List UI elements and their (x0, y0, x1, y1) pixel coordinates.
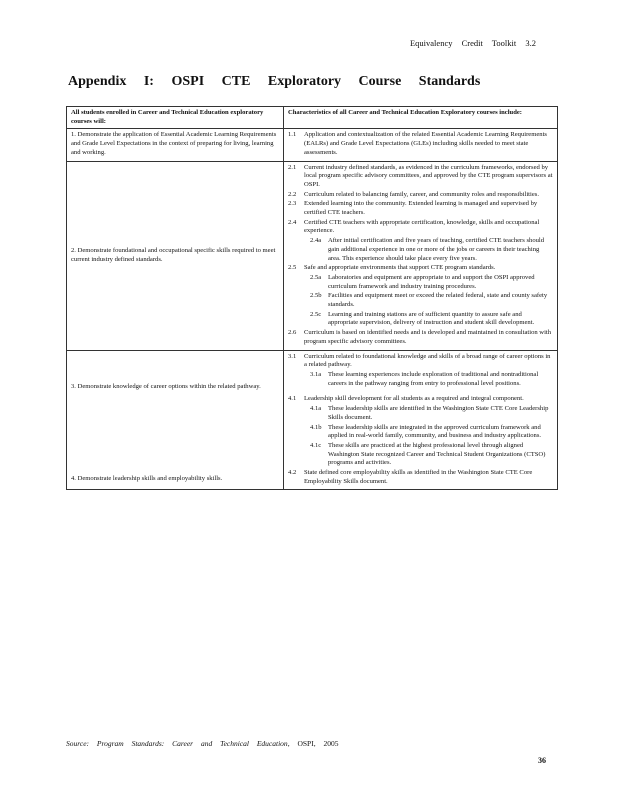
header-student-outcomes: All students enrolled in Career and Technical Education exploratory courses will: (67, 107, 284, 129)
item-number: 2.6 (288, 329, 297, 337)
item-text: Safe and appropriate environments that support CTE program standards. (304, 264, 496, 272)
characteristics-1 (284, 129, 558, 161)
list-item (288, 164, 553, 190)
table-row (67, 161, 558, 350)
sub-item-number: 2.5c (310, 310, 322, 318)
page-number: 36 (538, 756, 546, 765)
sub-item-number: 4.1a (310, 405, 322, 413)
list-item (288, 329, 553, 346)
item-number: 3.1 (288, 352, 297, 360)
sub-item-number: 4.1b (310, 423, 322, 431)
sub-item-text: These skills are practiced at the highest professional level through aligned Washington State recognized Career and Technical Student Organizations (CTSO) programs and activities. (328, 441, 546, 467)
running-header: Equivalency Credit Toolkit 3.2 (409, 38, 536, 48)
list-item (288, 469, 553, 486)
item-text: State defined core employability skills as identified in the Washington State CTE Core Employability Skills document. (304, 469, 533, 485)
sub-item-text: Laboratories and equipment are appropriate to and support the OSPI approved curriculum framework and industry training procedures. (328, 273, 535, 290)
characteristics-3-4 (284, 350, 558, 490)
item-text: Curriculum related to foundational knowledge and skills of a broad range of career options in a related pathway. (304, 352, 551, 369)
sub-item (288, 237, 553, 263)
header-course-characteristics: Characteristics of all Career and Technical Education Exploratory courses include: (284, 107, 558, 129)
item-number: 4.1 (288, 395, 297, 403)
sub-item (288, 311, 553, 328)
source-citation (66, 739, 338, 748)
source-prefix: Source: (66, 739, 90, 748)
page-title: Appendix I: OSPI CTE Exploratory Course Standards (68, 74, 481, 89)
sub-item (288, 424, 553, 441)
item-number: 2.5 (288, 264, 297, 272)
item-text: Curriculum is based on identified needs and is developed and maintained in consultation with program specific advisory committees. (304, 329, 552, 345)
list-item (288, 200, 553, 217)
list-item (288, 264, 553, 273)
list-item (288, 395, 553, 404)
sub-item (288, 442, 553, 468)
sub-item-number: 4.1c (310, 441, 322, 449)
item-number: 4.2 (288, 469, 297, 477)
standards-table (66, 106, 558, 490)
standard-1: 1. Demonstrate the application of Essential Academic Learning Requirements and Grade Level Expectations in the context of preparing for living, learning and working. (67, 129, 284, 161)
sub-item-number: 3.1a (310, 370, 322, 378)
item-number: 2.2 (288, 190, 297, 198)
item-text: Application and contextualization of the related Essential Academic Learning Requirements (EALRs) and Grade Level Expectations (GLEs) including skills needed to meet state assessments. (304, 131, 547, 156)
item-text: Current industry defined standards, as evidenced in the curriculum frameworks, endorsed by local program specific advisory committees, and approved by the CTE program supervisors at OSPI. (304, 163, 553, 188)
item-number: 2.1 (288, 163, 297, 171)
standard-4: 4. Demonstrate leadership skills and employability skills. (71, 475, 223, 483)
sub-item-text: Facilities and equipment meet or exceed the related federal, state and county safety standards. (328, 292, 548, 309)
sub-item (288, 371, 553, 388)
item-text: Curriculum related to balancing family, career, and community roles and responsibilities. (304, 190, 539, 198)
sub-item-number: 2.4a (310, 237, 322, 245)
table-header-row (67, 107, 558, 129)
item-text: Certified CTE teachers with appropriate certification, knowledge, skills and occupational experience. (304, 218, 540, 235)
characteristics-2 (284, 161, 558, 350)
list-item (288, 131, 553, 157)
source-suffix: , OSPI, 2005 (287, 739, 339, 748)
sub-item-text: Learning and training stations are of sufficient quantity to assure safe and appropriate supervision, delivery of instruction and student skill development. (328, 310, 535, 327)
item-number: 2.3 (288, 200, 297, 208)
sub-item-text: These leadership skills are integrated in the approved curriculum framework and applied in real-world family, community, and business and industry applications. (328, 423, 542, 440)
item-text: Leadership skill development for all students as a required and integral component. (304, 395, 524, 403)
standard-2: 2. Demonstrate foundational and occupational specific skills required to meet current industry defined standards. (67, 161, 284, 350)
list-item (288, 191, 553, 200)
sub-item-text: These leadership skills are identified in the Washington State CTE Core Leadership Skills document. (328, 405, 549, 421)
sub-item-text: These learning experiences include exploration of traditional and nontraditional careers in the pathway ranging from entry to professional level positions. (328, 370, 539, 387)
standards-3-4 (67, 350, 284, 490)
table-row (67, 350, 558, 490)
sub-item (288, 405, 553, 422)
item-number: 1.1 (288, 131, 297, 139)
table-row (67, 129, 558, 161)
item-number: 2.4 (288, 218, 297, 226)
list-item (288, 353, 553, 370)
sub-item-number: 2.5b (310, 292, 322, 300)
sub-item (288, 274, 553, 291)
sub-item-number: 2.5a (310, 273, 322, 281)
source-title: Program Standards: Career and Technical Education (96, 739, 288, 748)
sub-item-text: After initial certification and five years of teaching, certified CTE teachers should gain additional experience in one or more of the jobs or careers in their teaching area. This experience should take place every five years. (328, 237, 545, 262)
item-text: Extended learning into the community. Extended learning is managed and supervised by certified CTE teachers. (304, 200, 538, 217)
standard-3: 3. Demonstrate knowledge of career options within the related pathway. (71, 382, 261, 390)
list-item (288, 219, 553, 236)
sub-item (288, 292, 553, 309)
